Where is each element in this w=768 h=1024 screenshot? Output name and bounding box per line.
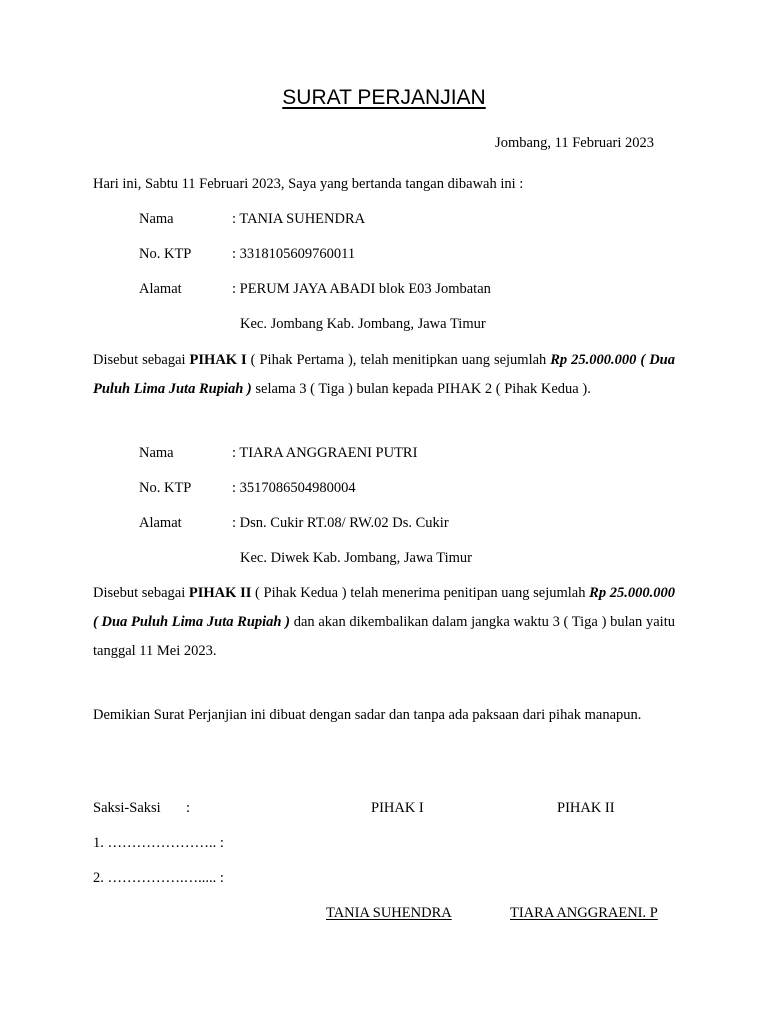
document-title: SURAT PERJANJIAN [282,86,486,109]
party2-name-row [139,445,417,462]
party2-desc-amount: Rp 25.000.000 ( Dua Puluh Lima Juta Rupiah ) [93,585,675,630]
pihak1-label: PIHAK I [371,800,424,816]
party1-address-value: : PERUM JAYA ABADI blok E03 Jombatan [232,281,491,297]
party1-desc-bold: PIHAK I [189,352,247,368]
party2-ktp-label: No. KTP [139,480,192,496]
party1-address-row [139,281,491,298]
pihak2-signature-name: TIARA ANGGRAENI. P [510,905,658,921]
party1-address-continuation: Kec. Jombang Kab. Jombang, Jawa Timur [240,316,486,332]
party2-address-row [139,515,449,532]
pihak2-label: PIHAK II [557,800,615,816]
party1-desc-text-3: selama 3 ( Tiga ) bulan kepada PIHAK 2 ( Pihak Kedua ). [251,381,591,397]
party2-ktp-value: : 3517086504980004 [232,480,356,496]
party2-description [93,579,675,666]
witnesses-label: Saksi-Saksi [93,800,161,816]
party1-desc-text-1: Disebut sebagai [93,352,190,368]
party2-name-value: : TIARA ANGGRAENI PUTRI [232,445,418,461]
party1-ktp-value: : 3318105609760011 [232,246,356,262]
witnesses-colon: : [186,800,191,816]
party1-name-label: Nama [139,211,174,227]
party1-desc-amount: Rp 25.000.000 ( Dua Puluh Lima Juta Rupiah ) [93,352,675,397]
party1-desc-text-2: ( Pihak Pertama ), telah menitipkan uang sejumlah [246,352,551,368]
party1-name-row [139,211,365,228]
party1-description [93,346,675,404]
party2-desc-text-3: dan akan dikembalikan dalam jangka waktu 3 ( Tiga ) bulan yaitu tanggal 11 Mei 2023. [93,614,675,659]
party1-address-label: Alamat [139,281,182,297]
party1-name-value: : TANIA SUHENDRA [232,211,366,227]
party1-ktp-label: No. KTP [139,246,192,262]
party2-name-label: Nama [139,445,174,461]
party1-ktp-row [139,246,355,263]
opening-statement: Hari ini, Sabtu 11 Februari 2023, Saya yang bertanda tangan dibawah ini : [93,176,524,192]
place-date: Jombang, 11 Februari 2023 [495,135,654,151]
witness-1-line: 1. ………………….. : [93,835,224,851]
party2-ktp-row [139,480,356,497]
closing-statement: Demikian Surat Perjanjian ini dibuat dengan sadar dan tanpa ada paksaan dari pihak manapun. [93,707,642,723]
party2-desc-bold: PIHAK II [188,585,252,601]
party2-address-continuation: Kec. Diwek Kab. Jombang, Jawa Timur [240,550,472,566]
pihak1-signature-name: TANIA SUHENDRA [326,905,452,921]
party2-address-label: Alamat [139,515,182,531]
party2-address-value: : Dsn. Cukir RT.08/ RW.02 Ds. Cukir [232,515,449,531]
party2-desc-text-2: ( Pihak Kedua ) telah menerima penitipan uang sejumlah [251,585,590,601]
party2-desc-text-1: Disebut sebagai [93,585,189,601]
witness-2-line: 2. …………….…..... : [93,870,224,886]
